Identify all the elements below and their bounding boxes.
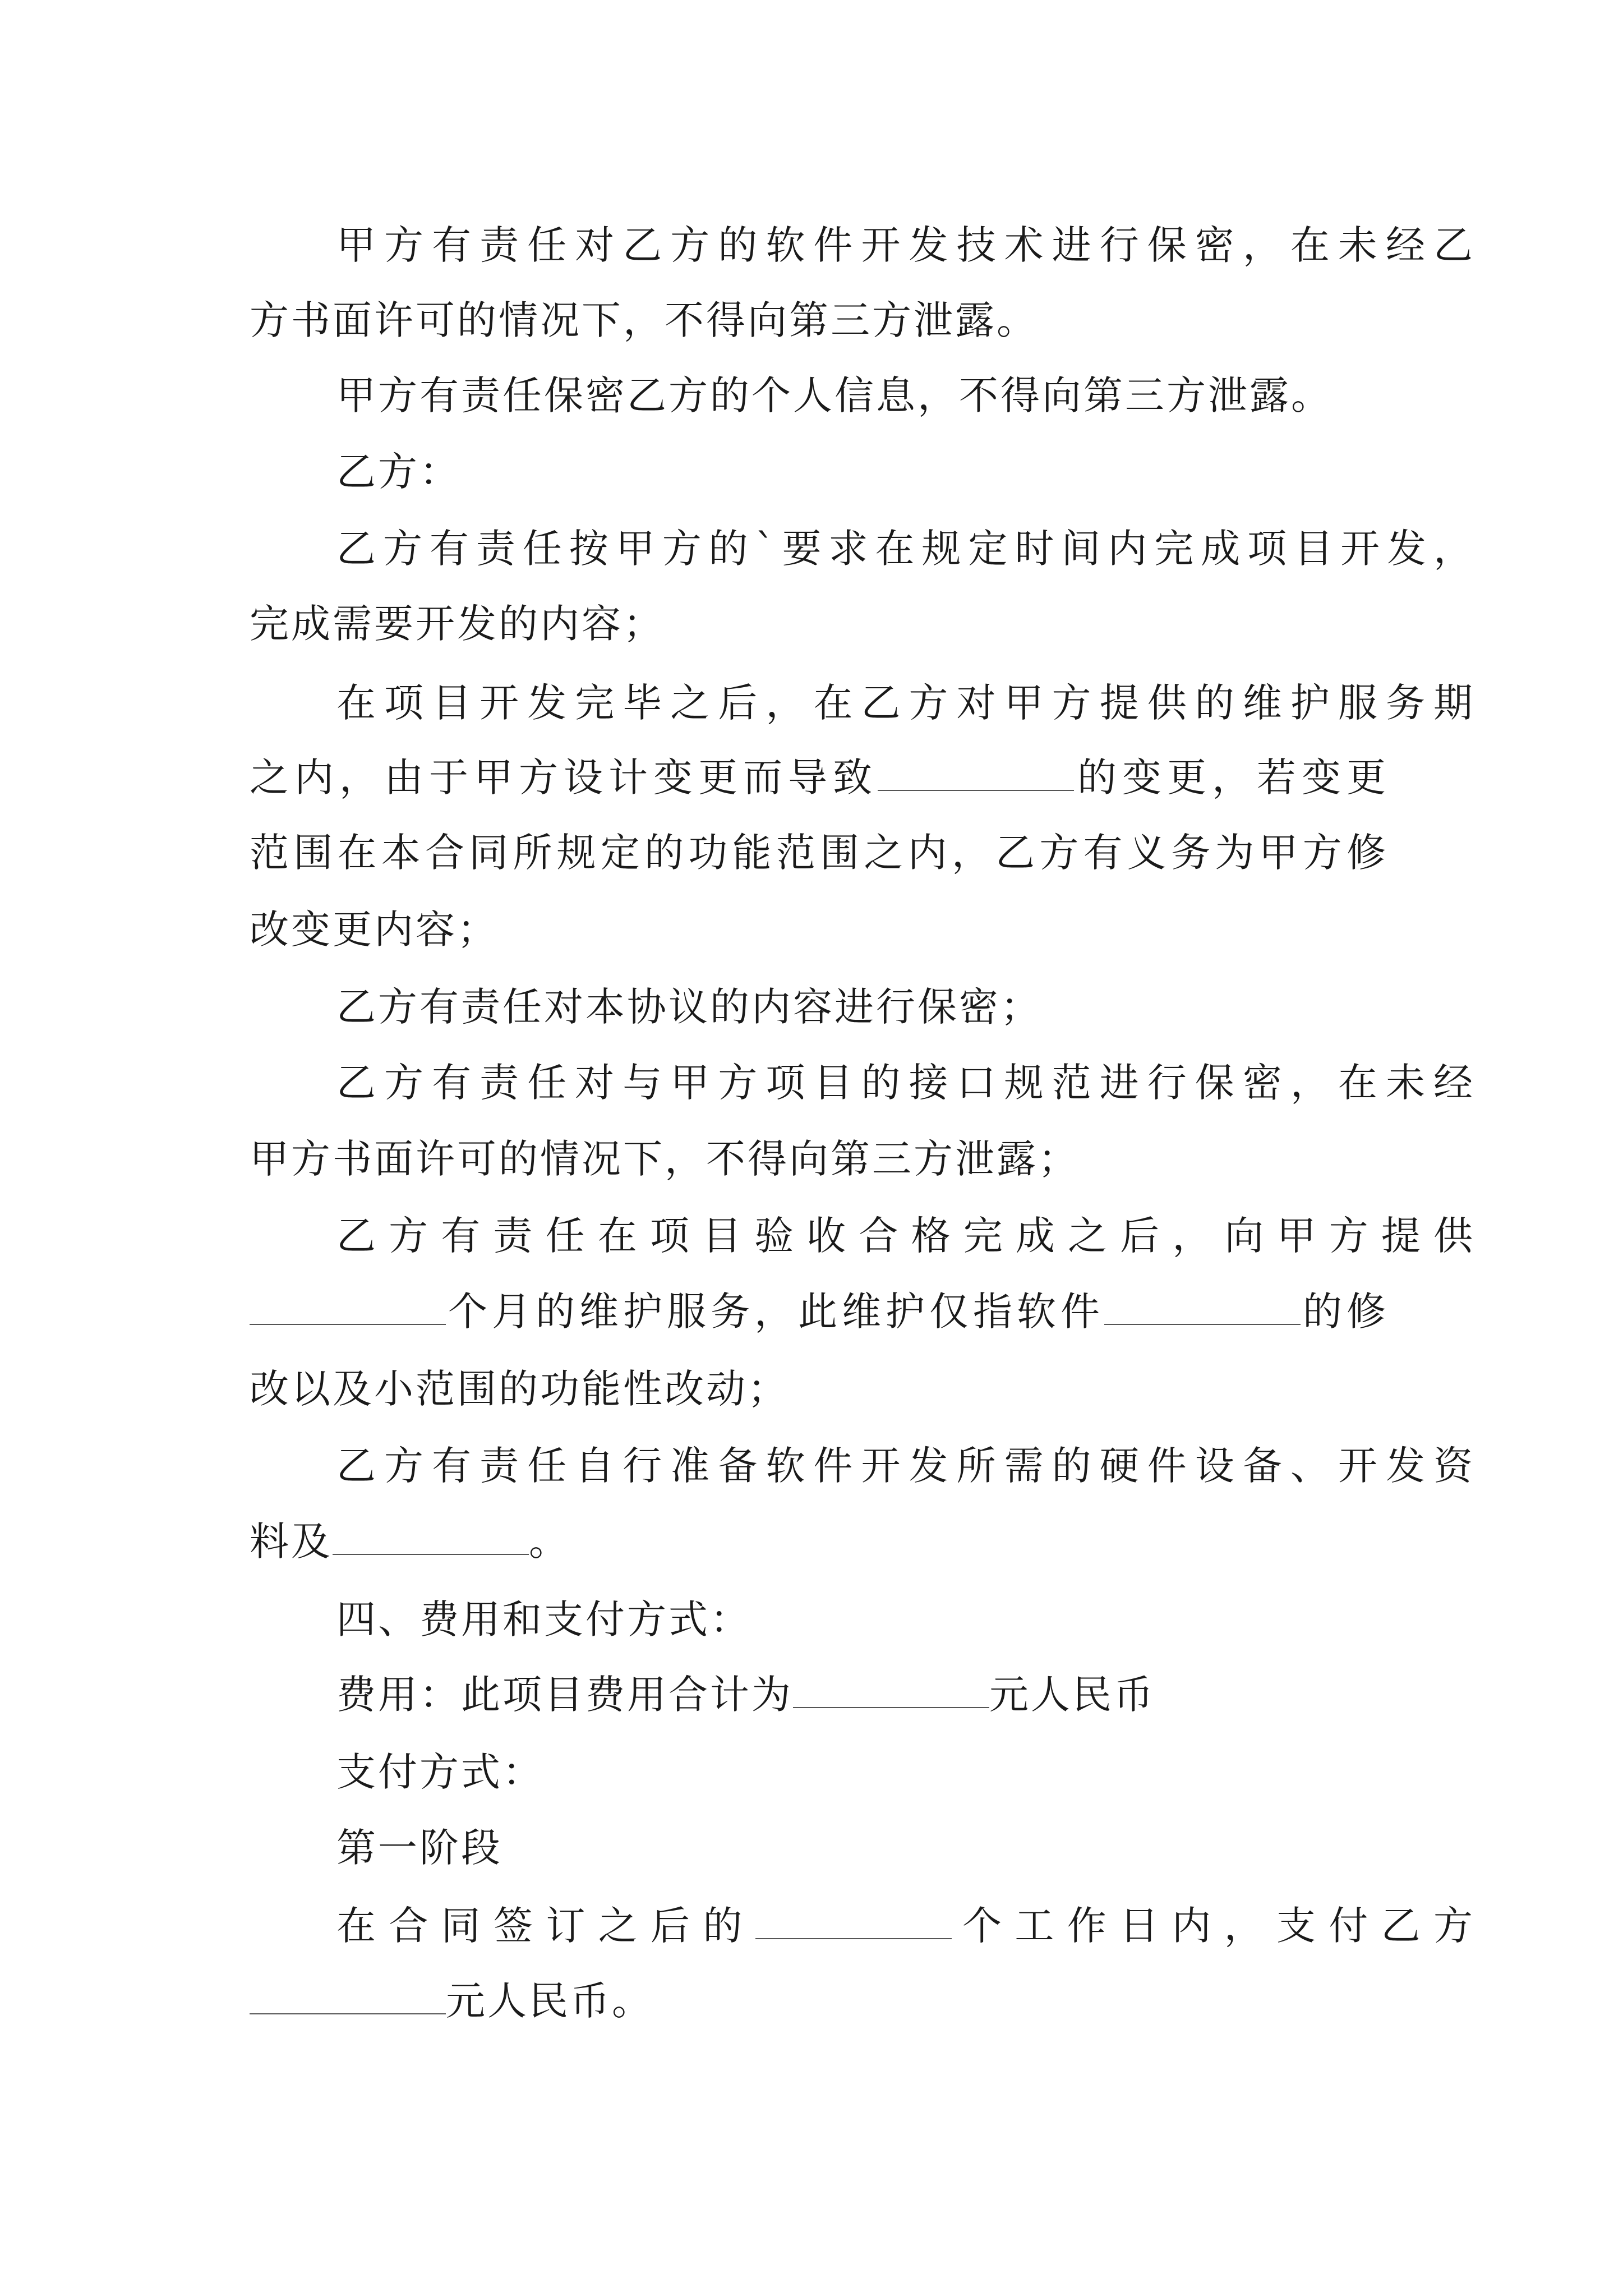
text-line: 之内，由于甲方设计变更而导致 的变更，若变更 <box>250 754 1388 800</box>
text-line: 第一阶段 <box>336 1825 502 1871</box>
text-line: 乙方有责任对本协议的内容进行保密； <box>336 984 1042 1030</box>
fill-in-blank <box>878 756 1074 791</box>
fill-in-blank <box>250 1980 446 2014</box>
fill-in-blank <box>755 1904 952 1939</box>
text-line: 方书面许可的情况下，不得向第三方泄露。 <box>250 297 1038 343</box>
fill-in-blank <box>793 1673 989 1708</box>
text-line: 元人民币。 <box>250 1973 1388 2029</box>
text-line: 改以及小范围的功能性改动； <box>250 1366 789 1412</box>
text-line: 甲方有责任对乙方的软件开发技术进行保密，在未经乙 <box>336 222 1475 268</box>
text-line: 在合同签订之后的 个工作日内，支付乙方 <box>336 1903 1476 1949</box>
text-line: 费用：此项目费用合计为 元人民币 <box>336 1672 1155 1718</box>
text-line: 甲方书面许可的情况下，不得向第三方泄露； <box>250 1136 1080 1182</box>
text-line: 乙方有责任自行准备软件开发所需的硬件设备、开发资 <box>336 1443 1475 1489</box>
text-line: 乙方： <box>336 449 461 495</box>
fill-in-blank <box>250 1290 446 1325</box>
text-line: 乙方有责任按甲方的`要求在规定时间内完成项目开发， <box>336 526 1475 572</box>
text-line: 乙方有责任对与甲方项目的接口规范进行保密，在未经 <box>336 1060 1475 1106</box>
section-heading: 四、费用和支付方式： <box>336 1596 751 1642</box>
text-line: 范围在本合同所规定的功能范围之内，乙方有义务为甲方修 <box>250 830 1388 876</box>
text-line: 个月的维护服务，此维护仅指软件 的修 <box>250 1283 1388 1340</box>
text-line: 支付方式： <box>336 1749 544 1795</box>
text-line: 在项目开发完毕之后，在乙方对甲方提供的维护服务期 <box>336 680 1475 726</box>
text-line: 完成需要开发的内容； <box>250 601 665 647</box>
text-line: 乙方有责任在项目验收合格完成之后，向甲方提供 <box>336 1213 1475 1259</box>
fill-in-blank <box>1104 1290 1301 1325</box>
fill-in-blank <box>333 1520 529 1555</box>
text-line: 料及 。 <box>250 1519 570 1565</box>
text-line: 改变更内容； <box>250 907 499 953</box>
text-line: 甲方有责任保密乙方的个人信息，不得向第三方泄露。 <box>336 372 1332 418</box>
